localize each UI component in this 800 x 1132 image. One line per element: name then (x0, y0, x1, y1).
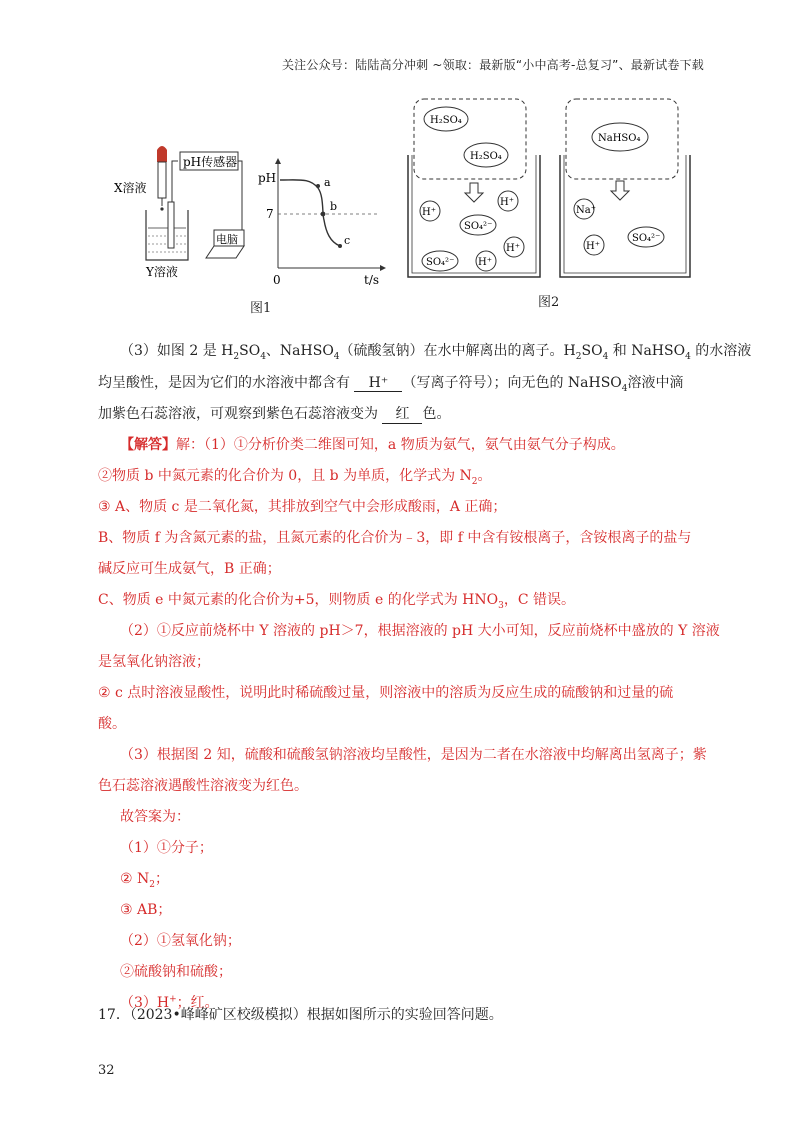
na-ion: Na⁺ (576, 205, 596, 216)
question-line-3: 加紫色石蕊溶液，可观察到紫色石蕊溶液变为 红 色。 (98, 403, 450, 424)
answer-blank-color: 红 (382, 403, 422, 424)
sulfate-ion-3: SO₄²⁻ (632, 233, 661, 244)
answer-line-1: 【解答】解：（1）①分析价类二维图可知，a 物质为氨气，氨气由氨气分子构成。 (120, 437, 625, 453)
figure-2-caption: 图2 (538, 295, 560, 310)
ph-axis-label: pH (258, 171, 277, 185)
answer-line-8: 是氢氧化钠溶液； (98, 654, 210, 670)
h-ion-3: H⁺ (506, 243, 520, 254)
point-c-label: c (344, 234, 351, 247)
figure-1-caption: 图1 (250, 301, 272, 316)
time-axis-label: t/s (364, 273, 380, 287)
sulfate-ion-2: SO₄²⁻ (426, 257, 455, 268)
final-answer-3: ③ AB； (120, 902, 172, 918)
h-ion-2: H⁺ (500, 197, 514, 208)
answer-line-9: ② c 点时溶液显酸性，说明此时稀硫酸过量，则溶液中的溶质为反应生成的硫酸钠和过量的硫 (98, 685, 674, 701)
seven-label: 7 (266, 207, 274, 221)
answer-line-3: ③ A、物质 c 是二氧化氮，其排放到空气中会形成酸雨，A 正确； (98, 499, 507, 515)
beaker-icon (146, 202, 188, 260)
answer-line-12: 色石蕊溶液遇酸性溶液变为红色。 (98, 778, 308, 794)
figure-2-ionization (404, 95, 694, 285)
answer-line-2: ②物质 b 中氮元素的化合价为 0，且 b 为单质，化学式为 $N_2$。 (98, 468, 492, 487)
point-a-label: a (324, 176, 331, 189)
computer-icon (206, 230, 244, 258)
final-answer-6: （3）H+；红。 (120, 994, 219, 1011)
point-b-label: b (330, 200, 338, 213)
answer-line-10: 酸。 (98, 716, 126, 732)
final-answer-title: 故答案为： (120, 809, 190, 825)
answer-line-4: B、物质 f 为含氮元素的盐，且氮元素的化合价为﹣3，即 f 中含有铵根离子，含铵根离子的盐与 (98, 530, 692, 546)
page-number: 32 (98, 1063, 115, 1078)
page-header: 关注公众号：陆陆高分冲刺 ~领取：最新版“小中高考-总复习”、最新试卷下载 (281, 58, 704, 72)
y-solution-label: Y溶液 (146, 265, 178, 279)
down-arrow-icon (611, 181, 629, 200)
answer-blank-ion: H⁺ (354, 375, 402, 392)
h-ion-4: H⁺ (478, 257, 492, 268)
ph-sensor-label: pH传感器 (183, 155, 238, 169)
final-answer-5: ②硫酸钠和硫酸； (120, 964, 232, 980)
down-arrow-icon (465, 183, 483, 202)
answer-line-6: C、物质 e 中氮元素的化合价为+5，则物质 e 的化学式为 $HNO_3$，C 错误。 (98, 592, 576, 611)
question-line-2: 均呈酸性，是因为它们的水溶液中都含有 H⁺ （写离子符号）；向无色的 NaHSO$_4$溶液中滴 (98, 375, 684, 394)
sulfate-ion-1: SO₄²⁻ (464, 221, 493, 232)
left-molecule-1: H₂SO₄ (430, 115, 462, 126)
computer-label: 电脑 (216, 233, 238, 246)
dropper-icon (157, 146, 167, 211)
h-ion-5: H⁺ (586, 241, 600, 252)
final-answer-1: （1）①分子； (120, 840, 213, 856)
h-ion-1: H⁺ (422, 207, 436, 218)
left-molecule-2: H₂SO₄ (470, 151, 502, 162)
answer-line-7: （2）①反应前烧杯中 Y 溶液的 pH＞7，根据溶液的 pH 大小可知，反应前烧杯中盛放的 Y 溶液 (120, 623, 720, 639)
question-17: 17．（2023•峰峰矿区校级模拟）根据如图所示的实验回答问题。 (98, 1007, 503, 1023)
figure-1-apparatus (110, 140, 400, 290)
right-molecule: NaHSO₄ (598, 133, 641, 144)
x-solution-label: X溶液 (114, 181, 147, 195)
final-answer-2: ② $N_2$； (120, 871, 169, 890)
answer-line-5: 碱反应可生成氨气，B 正确； (98, 561, 281, 577)
ph-graph (258, 158, 386, 287)
question-line-1: （3）如图 2 是 $H_2SO_4$、NaHSO$_4$（硫酸氢钠）在水中解离出的离子。$H_2SO_4$ 和 NaHSO$_4$ 的水溶液 (120, 343, 752, 362)
origin-label: 0 (273, 273, 281, 287)
answer-line-11: （3）根据图 2 知，硫酸和硫酸氢钠溶液均呈酸性，是因为二者在水溶液中均解离出氢离子；紫 (120, 747, 707, 763)
final-answer-4: （2）①氢氧化钠； (120, 933, 241, 949)
